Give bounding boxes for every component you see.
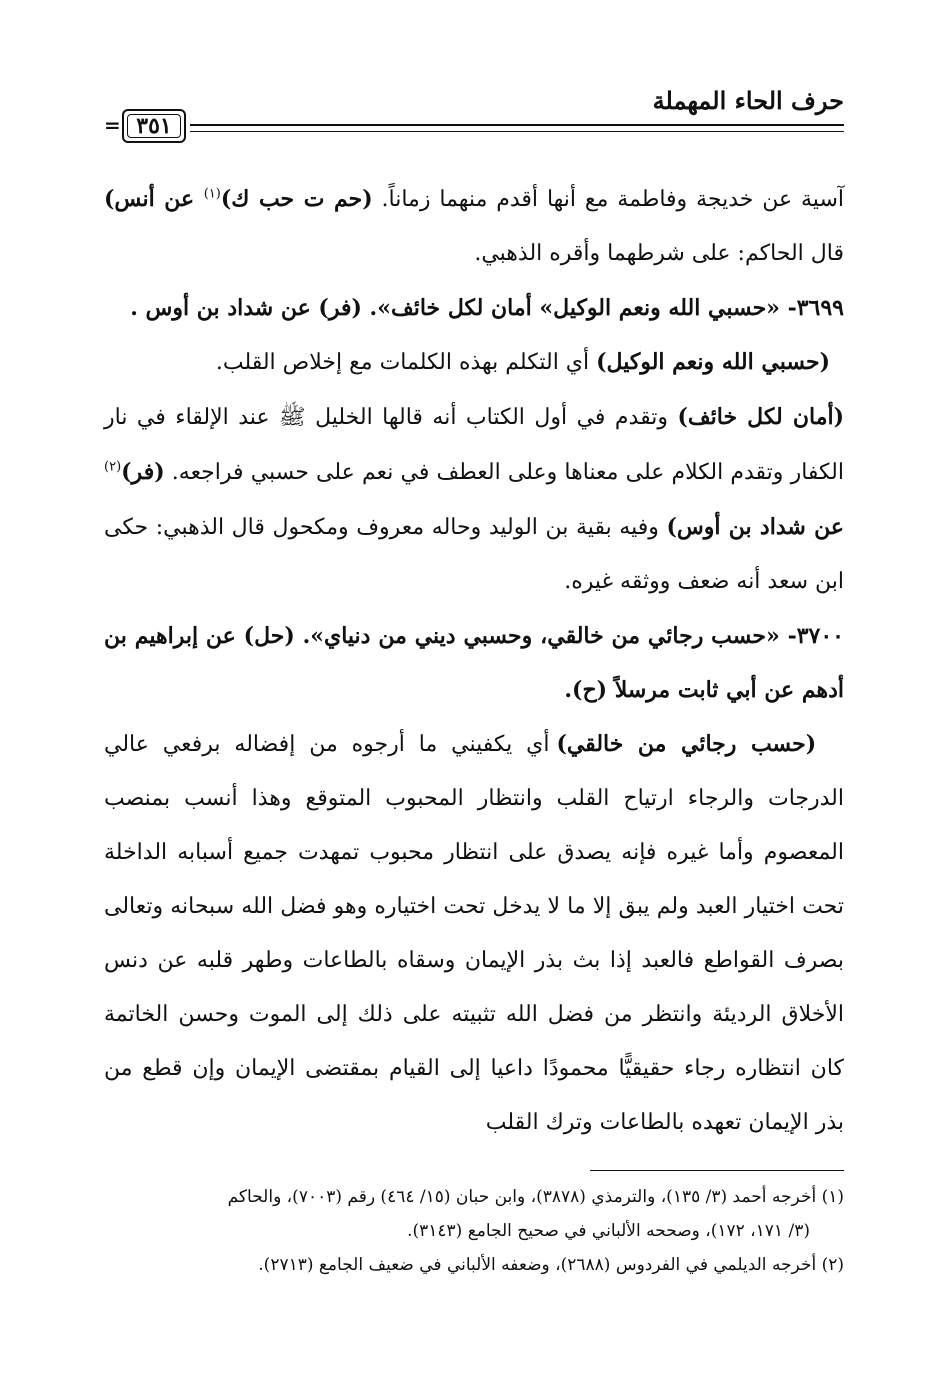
- running-title: حرف الحاء المهملة: [652, 86, 844, 115]
- footnote-2: (٢) أخرجه الديلمي في الفردوس (٢٦٨٨)، وضعفه الألباني في ضعيف الجامع (٢٧١٣).: [258, 1255, 844, 1275]
- header-rule: [190, 124, 844, 126]
- footnote-1: (١) أخرجه أحمد (٣/ ١٣٥)، والترمذي (٣٨٧٨)، وابن حبان (١٥/ ٤٦٤) رقم (٧٠٠٣)، والحاكم: [227, 1187, 844, 1207]
- paragraph: (حسبي الله ونعم الوكيل) أي التكلم بهذه الكلمات مع إخلاص القلب.: [215, 349, 830, 375]
- lemma: (حسب رجائي من خالقي): [556, 731, 817, 757]
- hadith-3699: ٣٦٩٩- «حسبي الله ونعم الوكيل» أمان لكل خائف». (فر) عن شداد بن أوس .: [130, 295, 844, 321]
- header-left-mark: =: [104, 113, 121, 137]
- hadith-3700: ٣٧٠٠- «حسب رجائي من خالقي، وحسبي ديني من دنياي». (حل) عن إبراهيم بن أدهم عن أبي ثابت مرسلاً (ح).: [104, 623, 844, 703]
- footnotes: [104, 1180, 844, 1282]
- paragraph: (أمان لكل خائف) وتقدم في أول الكتاب أنه قالها الخليل ﷺ عند الإلقاء في نار الكفار وتقدم الكلام على معناها وعلى العطف في نعم على حسبي فراجعه. (فر)$^{(٢)}$ عن شداد بن أوس) وفيه بقية بن الوليد وحاله معروف ومكحول قال الذهبي: حكى ابن سعد أنه ضعف ووثقه غيره.: [104, 404, 845, 594]
- main-text: [104, 172, 844, 1150]
- footnote-separator: [590, 1170, 844, 1171]
- source-ref: (فر): [121, 459, 165, 485]
- paragraph: (حسب رجائي من خالقي) أي يكفيني ما أرجوه من إفضاله برفعي عالي الدرجات والرجاء ارتياح القلب وانتظار المحبوب المتوقع وهذا أنسب بمنصب المعصوم وأما غيره فإنه يصدق على انتظار محبوب تمهدت جميع أسبابه الداخلة تحت اختيار العبد ولم يبق إلا ما لا يدخل تحت اختياره وهو فضل الله سبحانه وتعالى بصرف القواطع فالعبد إذا بث بذر الإيمان وسقاه بالطاعات وطهر قلبه عن دنس الأخلاق الرديئة وانتظر من فضل الله تثبيته على ذلك إلى الموت وحسن الخاتمة كان انتظاره رجاء حقيقيًّا محمودًا داعيا إلى القيام بمقتضى الإيمان وإن قطع من بذر الإيمان تعهده بالطاعات وترك القلب: [104, 731, 844, 1135]
- footnote-ref: (٢): [104, 459, 122, 475]
- page-number-text: ٣٥١: [136, 113, 172, 139]
- header-rule-thin: [190, 131, 844, 132]
- lemma: (أمان لكل خائف): [677, 404, 845, 430]
- footnote-ref: (١): [203, 186, 221, 202]
- footnote-1-cont: (٣/ ١٧١، ١٧٢)، وصححه الألباني في صحيح الجامع (٣١٤٣).: [407, 1221, 810, 1241]
- page-number: [122, 109, 186, 143]
- lemma: (حسبي الله ونعم الوكيل): [596, 349, 830, 375]
- source-ref: (حم ت حب ك): [220, 186, 373, 212]
- paragraph: آسية عن خديجة وفاطمة مع أنها أقدم منهما زماناً. (حم ت حب ك)$^{(١)}$ عن أنس) قال الحاكم: على شرطهما وأقره الذهبي.: [104, 186, 844, 266]
